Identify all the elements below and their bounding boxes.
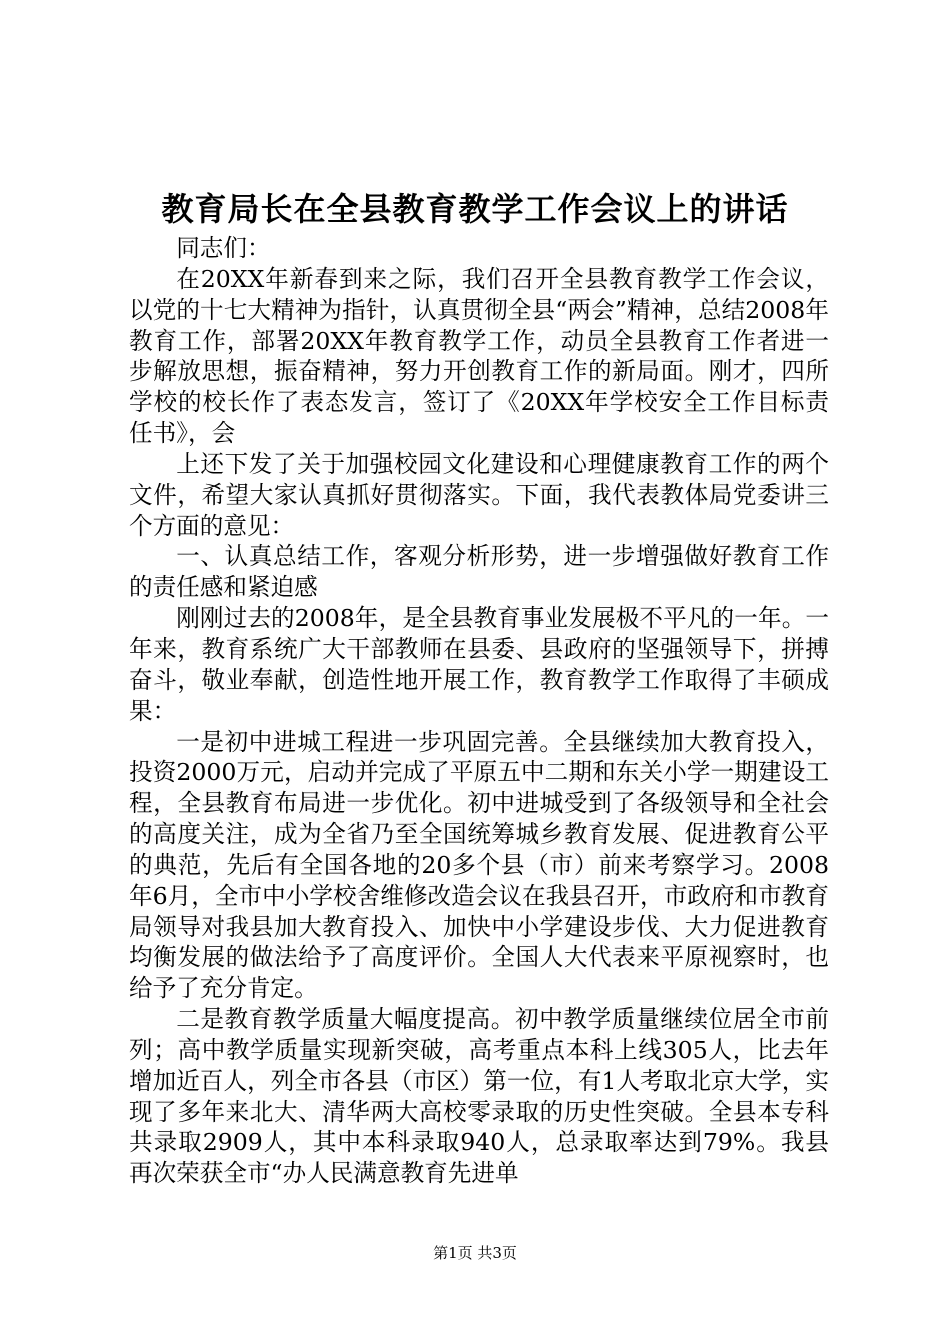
paragraph-documents: 上还下发了关于加强校园文化建设和心理健康教育工作的两个文件，希望大家认真抓好贯彻落实。下面，我代表教体局党委讲三个方面的意见： — [129, 449, 829, 540]
page-footer: 第1页 共3页 — [433, 1244, 517, 1262]
paragraph-opening: 在20XX年新春到来之际，我们召开全县教育教学工作会议，以党的十七大精神为指针，认真贯彻全县“两会”精神，总结2008年教育工作，部署20XX年教育教学工作，动员全县教育工作者进一步解放思想，振奋精神，努力开创教育工作的新局面。刚才，四所学校的校长作了表态发言，签订了《20XX年学校安全工作目标责任书》，会 — [129, 264, 829, 448]
paragraph-review-2008: 刚刚过去的2008年，是全县教育事业发展极不平凡的一年。一年来，教育系统广大干部教师在县委、县政府的坚强领导下，拼搏奋斗，敬业奉献，创造性地开展工作，教育教学工作取得了丰硕成果： — [129, 604, 829, 725]
document-title: 教育局长在全县教育教学工作会议上的讲话 — [161, 190, 789, 228]
paragraph-point-two: 二是教育教学质量大幅度提高。初中教学质量继续位居全市前列；高中教学质量实现新突破，高考重点本科上线305人，比去年增加近百人，列全市各县（市区）第一位，有1人考取北京大学，实现了多年来北大、清华两大高校零录取的历史性突破。全县本专科共录取2909人，其中本科录取940人，总录取率达到79%。我县再次荣获全市“办人民满意教育先进单 — [129, 1005, 829, 1188]
paragraph-point-one: 一是初中进城工程进一步巩固完善。全县继续加大教育投入，投资2000万元，启动并完成了平原五中二期和东关小学一期建设工程，全县教育布局进一步优化。初中进城受到了各级领导和全社会的高度关注，成为全省乃至全国统筹城乡教育发展、促进教育公平的典范，先后有全国各地的20多个县（市）前来考察学习。2008年6月，全市中小学校舍维修改造会议在我县召开，市政府和市教育局领导对我县加大教育投入、加快中小学建设步伐、大力促进教育均衡发展的做法给予了高度评价。全国人大代表来平原视察时，也给予了充分肯定。 — [129, 727, 829, 1003]
document-body — [129, 233, 829, 1189]
section-heading-one: 一、认真总结工作，客观分析形势，进一步增强做好教育工作的责任感和紧迫感 — [129, 542, 829, 602]
paragraph-salutation: 同志们： — [176, 234, 271, 262]
